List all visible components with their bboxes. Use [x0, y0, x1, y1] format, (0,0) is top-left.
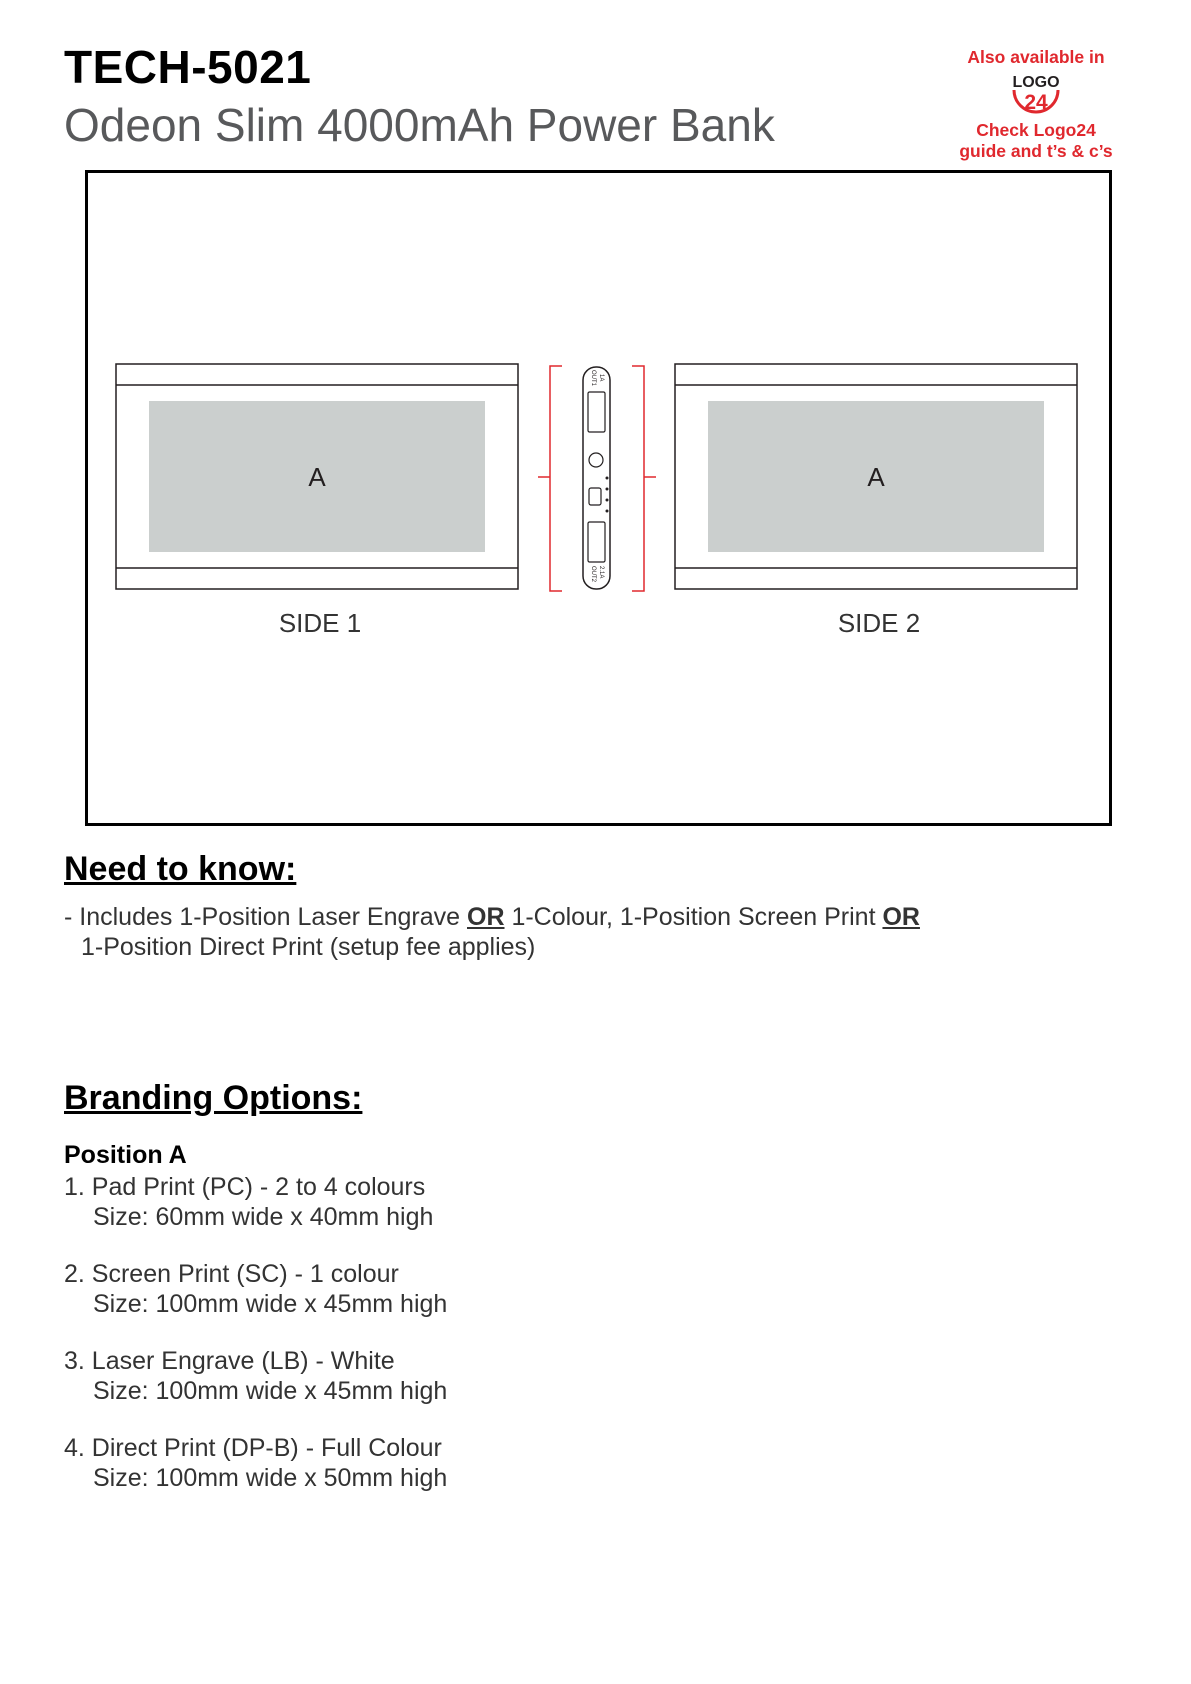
branding-option-title: 2. Screen Print (SC) - 1 colour	[64, 1260, 399, 1288]
branding-option-title: 1. Pad Print (PC) - 2 to 4 colours	[64, 1173, 426, 1201]
side1-caption: SIDE 1	[278, 608, 362, 638]
edge-view	[583, 367, 610, 589]
need-to-know-heading: Need to know:	[64, 850, 297, 888]
position-a-heading: Position A	[64, 1141, 187, 1169]
out1-label: OUT1	[590, 370, 596, 387]
logo24-word: LOGO	[1012, 74, 1060, 91]
or-emphasis: OR	[467, 903, 505, 931]
logo24-terms: guide and t’s & c’s	[959, 141, 1113, 161]
micro-usb-port-icon	[589, 488, 601, 505]
logo24-number: 24	[1024, 91, 1048, 114]
usb-port-icon	[588, 392, 605, 432]
branding-options-heading: Branding Options:	[64, 1079, 363, 1117]
side2-caption: SIDE 2	[837, 608, 921, 638]
branding-option-size: Size: 60mm wide x 40mm high	[93, 1203, 434, 1231]
usb-port-icon	[588, 522, 605, 562]
branding-option-size: Size: 100mm wide x 50mm high	[93, 1464, 448, 1492]
out2-amp-label: 2.1A	[598, 566, 604, 579]
branding-option-size: Size: 100mm wide x 45mm high	[93, 1290, 448, 1318]
side2-area-label: A	[867, 462, 885, 492]
branding-option	[64, 1346, 447, 1406]
logo24-check-guide: Check Logo24	[976, 120, 1096, 140]
logo24-also-available: Also available in	[967, 47, 1105, 67]
branding-option-title: 4. Direct Print (DP-B) - Full Colour	[64, 1434, 442, 1462]
product-code: TECH-5021	[64, 41, 312, 93]
need-to-know-text	[64, 902, 920, 962]
out1-amp-label: 1A	[598, 374, 604, 382]
or-emphasis: OR	[882, 903, 920, 931]
branding-option	[64, 1172, 433, 1232]
side1-area-label: A	[308, 462, 326, 492]
out2-label: OUT2	[590, 566, 596, 583]
branding-option	[64, 1259, 447, 1319]
need-to-know-line-1: - Includes 1-Position Laser Engrave OR 1-Colour, 1-Position Screen Print OR	[64, 903, 920, 931]
power-button-icon	[589, 453, 603, 467]
branding-option-title: 3. Laser Engrave (LB) - White	[64, 1347, 395, 1375]
branding-option-size: Size: 100mm wide x 45mm high	[93, 1377, 448, 1405]
branding-option	[64, 1433, 447, 1493]
product-title: Odeon Slim 4000mAh Power Bank	[64, 99, 775, 151]
need-to-know-line-2: 1-Position Direct Print (setup fee applies)	[81, 933, 536, 961]
